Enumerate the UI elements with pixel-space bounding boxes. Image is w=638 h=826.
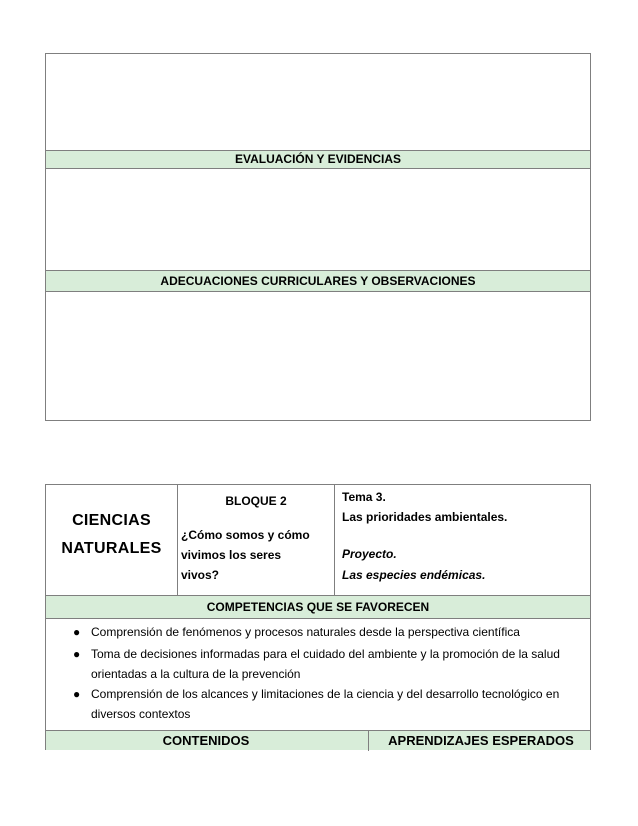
topic-title: Las prioridades ambientales. <box>342 510 508 524</box>
block-question-line1: ¿Cómo somos y cómo <box>181 528 310 542</box>
subject-line2: NATURALES <box>61 540 162 557</box>
bullet-icon: ● <box>73 647 81 661</box>
lesson-plan-table <box>45 484 591 750</box>
project-label: Proyecto. <box>342 547 397 561</box>
block-label: BLOQUE 2 <box>225 494 287 508</box>
bottom-headers-row <box>46 730 590 750</box>
competency-item-line1: Comprensión de fenómenos y procesos naturales desde la perspectiva científica <box>91 625 520 639</box>
subject-cell <box>46 507 177 563</box>
column-divider <box>368 731 369 751</box>
evaluation-table <box>45 53 591 421</box>
block-question-line3: vivos? <box>181 568 220 582</box>
topic-cell <box>342 488 588 586</box>
evaluation-header-label: EVALUACIÓN Y EVIDENCIAS <box>234 152 402 166</box>
adaptations-content-cell <box>46 292 590 420</box>
block-question-line2: vivimos los seres <box>181 548 282 562</box>
expected-learning-header: APRENDIZAJES ESPERADOS <box>388 733 574 748</box>
competency-item <box>46 644 590 684</box>
topic-label: Tema 3. <box>342 490 386 504</box>
competency-item <box>46 684 590 724</box>
competencies-header-label: COMPETENCIAS QUE SE FAVORECEN <box>206 600 430 614</box>
column-divider <box>177 485 178 595</box>
competency-item-line2: orientadas a la cultura de la prevención <box>91 667 301 681</box>
bullet-icon: ● <box>73 687 81 701</box>
adaptations-header-label: ADECUACIONES CURRICULARES Y OBSERVACIONES <box>160 274 476 288</box>
adaptations-header <box>46 270 590 292</box>
column-divider <box>334 485 335 595</box>
competency-item-line1: Toma de decisiones informadas para el cuidado del ambiente y la promoción de la salud <box>91 647 560 661</box>
bullet-icon: ● <box>73 625 81 639</box>
contents-header: CONTENIDOS <box>162 733 250 748</box>
block-cell <box>181 493 331 585</box>
competency-item-line1: Comprensión de los alcances y limitaciones de la ciencia y del desarrollo tecnológico en <box>91 687 560 701</box>
evaluation-content-cell <box>46 169 590 270</box>
evaluation-header <box>46 150 590 169</box>
competencies-list-cell <box>46 622 590 733</box>
project-title: Las especies endémicas. <box>342 568 486 582</box>
competency-item <box>46 622 590 642</box>
competency-item-line2: diversos contextos <box>91 707 191 721</box>
subject-line1: CIENCIAS <box>72 512 151 529</box>
competencies-list <box>46 622 590 724</box>
competencies-header <box>46 595 590 619</box>
